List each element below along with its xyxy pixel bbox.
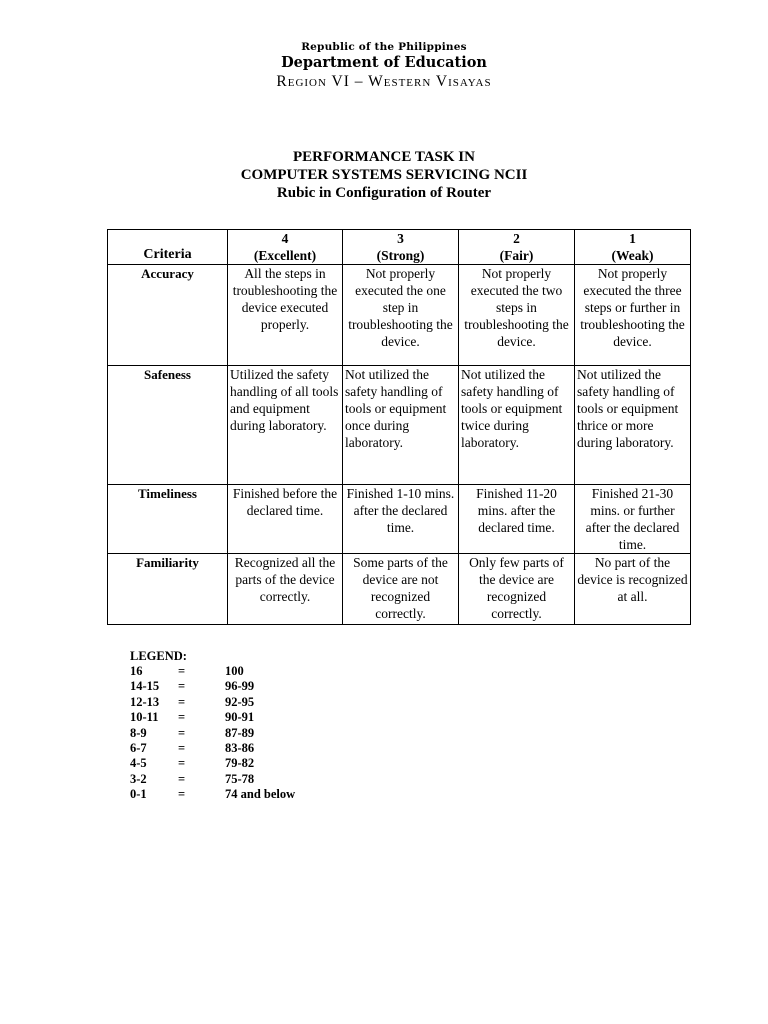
legend-grade: 92-95 [225,694,255,709]
legend-score: 16 [130,664,143,678]
score-label: (Strong) [376,248,425,263]
rubric-table [107,229,691,625]
legend-score: 14-15 [130,679,160,694]
legend-grade: 75-78 [225,771,255,786]
document-title [0,148,768,202]
rubric-cell: Not utilized the safety handling of tools or equipment thrice or more during laboratory. [575,366,691,485]
score-header-3 [343,230,459,265]
criterion-cell: Timeliness [108,485,228,554]
legend-row [130,741,390,756]
legend-grade: 100 [225,664,244,678]
score-number: 3 [397,231,404,246]
title-line-2: COMPUTER SYSTEMS SERVICING NCII [240,167,528,183]
criterion-cell: Familiarity [108,554,228,625]
score-header-4 [228,230,343,265]
department-line: Department of Education [281,54,487,71]
legend-equals: = [178,679,186,694]
legend-equals: = [178,664,186,678]
region-line: Region VI – Western Visayas [276,73,492,90]
legend-score: 8-9 [130,725,147,740]
legend-equals: = [178,756,186,771]
score-header-1 [575,230,691,265]
rubric-cell: Utilized the safety handling of all tools and equipment during laboratory. [228,366,343,485]
legend-row [130,772,390,787]
legend-title: LEGEND: [130,649,187,663]
rubric-cell: Not utilized the safety handling of tools or equipment twice during laboratory. [459,366,575,485]
rubric-cell: All the steps in troubleshooting the device executed properly. [228,265,343,366]
criterion-cell: Safeness [108,366,228,485]
legend-row [130,710,390,725]
legend-row [130,664,390,679]
legend-equals: = [178,787,186,802]
legend-equals: = [178,725,186,740]
letterhead [0,40,768,91]
republic-line: Republic of the Philippines [301,41,467,53]
rubric-cell: Not properly executed the two steps in troubleshooting the device. [459,265,575,366]
rubric-cell: Finished 11-20 mins. after the declared time. [459,485,575,554]
rubric-row-accuracy [108,265,691,366]
legend-equals: = [178,771,186,786]
legend-equals: = [178,710,186,725]
legend-score: 10-11 [130,710,159,725]
rubric-cell: Finished before the declared time. [228,485,343,554]
legend-score: 4-5 [130,756,147,771]
grading-legend [130,649,390,803]
score-number: 2 [513,231,520,246]
rubric-cell: Not utilized the safety handling of tools or equipment once during laboratory. [343,366,459,485]
legend-grade: 74 and below [225,787,296,802]
rubric-cell: Finished 1-10 mins. after the declared time. [343,485,459,554]
score-label: (Excellent) [253,248,317,263]
legend-row [130,787,390,802]
rubric-cell: No part of the device is recognized at all. [575,554,691,625]
rubric-cell: Not properly executed the one step in troubleshooting the device. [343,265,459,366]
legend-row [130,695,390,710]
legend-equals: = [178,740,186,755]
legend-score: 3-2 [130,771,147,786]
rubric-cell: Recognized all the parts of the device correctly. [228,554,343,625]
rubric-row-familiarity [108,554,691,625]
legend-grade: 87-89 [225,725,255,740]
title-line-3: Rubic in Configuration of Router [276,185,492,201]
legend-row [130,756,390,771]
rubric-row-timeliness [108,485,691,554]
criterion-cell: Accuracy [108,265,228,366]
legend-grade: 90-91 [225,710,255,725]
legend-grade: 83-86 [225,740,255,755]
legend-score: 6-7 [130,740,147,755]
rubric-cell: Finished 21-30 mins. or further after the declared time. [575,485,691,554]
rubric-cell: Only few parts of the device are recognized correctly. [459,554,575,625]
score-label: (Fair) [499,248,534,263]
title-line-1: PERFORMANCE TASK IN [293,149,475,165]
legend-grade: 79-82 [225,756,255,771]
legend-row [130,679,390,694]
legend-grade: 96-99 [225,679,255,694]
rubric-cell: Some parts of the device are not recognized correctly. [343,554,459,625]
score-label: (Weak) [611,248,654,263]
score-number: 1 [629,231,636,246]
legend-score: 0-1 [130,787,147,802]
criteria-header: Criteria [108,230,228,265]
legend-score: 12-13 [130,694,160,709]
score-header-2 [459,230,575,265]
rubric-cell: Not properly executed the three steps or further in troubleshooting the device. [575,265,691,366]
legend-equals: = [178,694,186,709]
score-number: 4 [281,231,289,246]
legend-row [130,726,390,741]
rubric-header-row [108,230,691,265]
rubric-row-safeness [108,366,691,485]
